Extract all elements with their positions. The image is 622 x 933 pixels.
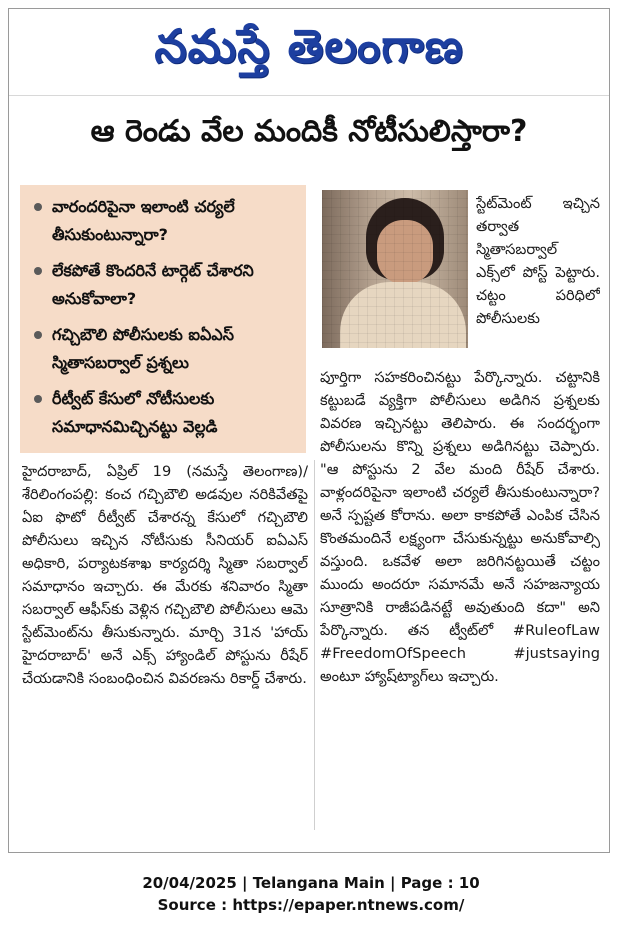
- article-text-left: హైదరాబాద్, ఏప్రిల్ 19 (నమస్తే తెలంగాణ)/శేరిలింగంపల్లి: కంచ గచ్చిబౌలి అడవుల నరికివేతపై ఏఐ ఫొటో రీట్వీట్ చేశారన్న కేసులో గచ్చిబౌలి పోలీసులు ఇచ్చిన నోటీసుకు సీనియర్ ఐఏఎస్ అధికారి, పర్యాటకశాఖ కార్యదర్శి స్మితా సబర్వాల్ సమాధానం ఇచ్చారు. ఈ మేరకు శనివారం స్మితా సబర్వాల్ ఆఫీస్‌కు వెళ్లిన గచ్చిబౌలి పోలీసులు ఆమె స్టేట్‌మెంట్‌ను తీసుకున్నారు. మార్చి 31న 'హాయ్ హైదరాబాద్' అనే ఎక్స్ హ్యాండిల్ పోస్టును రీషేర్ చేయడానికి సంబంధించిన వివరణను రికార్డ్ చేశారు.: [22, 463, 308, 687]
- highlight-text: లేకపోతే కొందరినే టార్గెట్ చేశారని అనుకోవాలా?: [52, 261, 254, 308]
- highlight-text: గచ్చిబౌలి పోలీసులకు ఐఏఎస్ స్మితాసబర్వాల్ ప్రశ్నలు: [52, 325, 234, 372]
- headline: [9, 107, 609, 163]
- highlight-text: రీట్వీట్ కేసులో నోటీసులకు సమాధానమిచ్చినట్టు వెల్లడి: [52, 389, 218, 436]
- portrait-photo: [322, 190, 468, 348]
- highlight-text: వారందరిపైనా ఇలాంటి చర్యలే తీసుకుంటున్నారా?: [52, 197, 235, 244]
- headline-text: ఆ రెండు వేల మందికీ నోటీసులిస్తారా?: [90, 114, 528, 149]
- highlight-item: [34, 257, 296, 313]
- article-text-right: పూర్తిగా సహకరించినట్టు పేర్కొన్నారు. చట్టానికి కట్టుబడే వ్యక్తిగా పోలీసులు అడిగిన ప్రశ్నలకు వివరణ ఇచ్చినట్టు తెలిపారు. ఈ సందర్భంగా పోలీసులను కొన్ని ప్రశ్నలు అడిగినట్టు చెప్పారు. "ఆ పోస్టును 2 వేల మంది రీషేర్ చేశారు. వాళ్లందరిపైనా ఇలాంటి చర్యలే తీసుకుంటున్నారా? అనే స్పష్టత కోరాను. అలా కాకపోతే ఎంపిక చేసిన కొంతమందినే లక్ష్యంగా చేసుకున్నట్టు అనుకోవాల్సి వస్తుంది. ఒకవేళ అలా జరిగినట్టయితే చట్టం ముందు అందరూ సమానమే అనే సహజన్యాయ సూత్రానికి రాజీపడినట్టే అవుతుంది కదా" అని పేర్కొన్నారు. తన ట్వీట్‌లో #RuleofLaw #FreedomOfSpeech #justsaying అంటూ హ్యాష్‌ట్యాగ్‌లు ఇచ్చారు.: [320, 369, 600, 685]
- footer-source-line: Source : https://epaper.ntnews.com/: [157, 896, 465, 914]
- bullet-icon: [34, 395, 42, 403]
- masthead: [9, 9, 609, 96]
- bullet-icon: [34, 267, 42, 275]
- column-divider: [314, 460, 315, 830]
- footer-date-line: 20/04/2025 | Telangana Main | Page : 10: [142, 874, 480, 892]
- bullet-icon: [34, 203, 42, 211]
- highlights-box: [20, 185, 306, 453]
- highlight-item: [34, 193, 296, 249]
- article-text-right-top: స్టేట్‌మెంట్ ఇచ్చిన తర్వాత స్మితాసబర్వాల్ ఎక్స్‌లో పోస్ట్ పెట్టారు. చట్టం పరిధిలో పోలీసులకు: [476, 195, 600, 327]
- bullet-icon: [34, 331, 42, 339]
- footer: [0, 872, 622, 916]
- highlight-item: [34, 321, 296, 377]
- highlight-item: [34, 385, 296, 441]
- masthead-title: నమస్తే తెలంగాణ: [154, 19, 464, 73]
